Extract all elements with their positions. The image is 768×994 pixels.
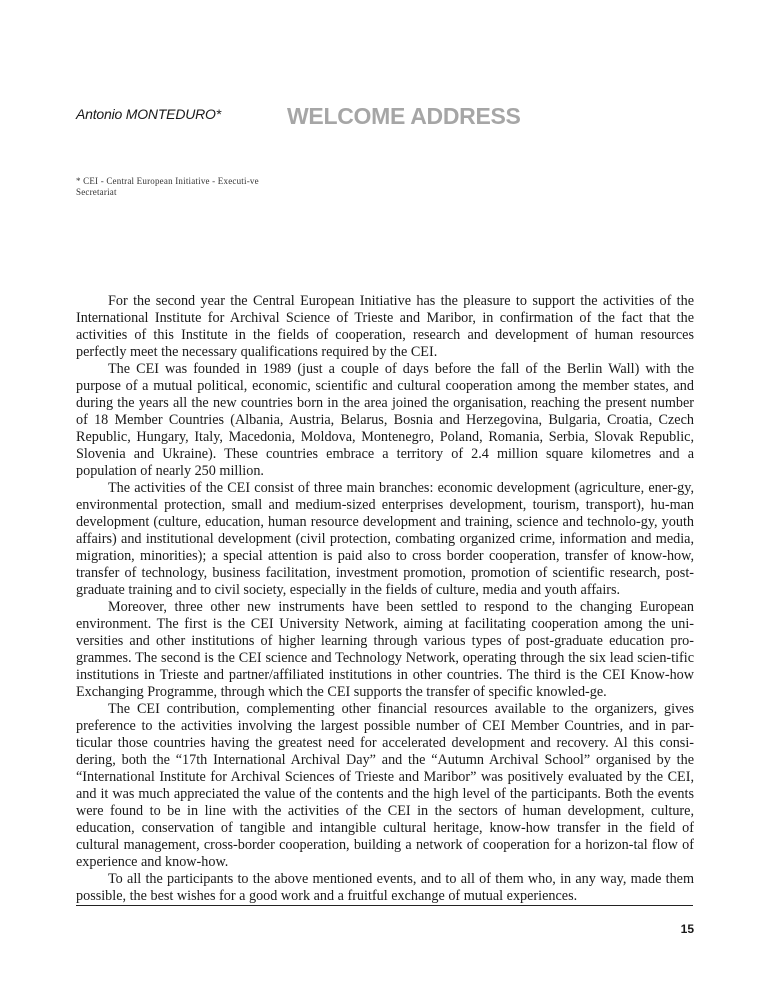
paragraph-5: The CEI contribution, complementing other financial resources available to the organizers, gives preference to the activities involving the largest possible number of CEI Member Countries, and in par-ticular those countries having the greatest need for accelerated development and recovery. Al this consi-dering, both the “17th International Archival Day” and the “Autumn Archival School” organised by the “International Institute for Archival Sciences of Trieste and Maribor” was positively evaluated by the CEI, and it was much appreciated the value of the contents and the high level of the participants. Both the events were found to be in line with the activities of the CEI in the sectors of human development, culture, education, conservation of tangible and intangible cultural heritage, know-how transfer in the field of cultural management, cross-border cooperation, building a network of cooperation for a horizon-tal flow of experience and know-how. [76, 701, 694, 870]
article-body [76, 293, 694, 905]
page-number: 15 [680, 922, 694, 936]
paragraph-1: For the second year the Central European Initiative has the pleasure to support the activities of the International Institute for Archival Science of Trieste and Maribor, in confirmation of the fact that the activities of this Institute in the fields of cooperation, research and development of human resources perfectly meet the necessary qualifications required by the CEI. [76, 293, 694, 360]
paragraph-2: The CEI was founded in 1989 (just a couple of days before the fall of the Berlin Wall) with the purpose of a mutual political, economic, scientific and cultural cooperation among the member states, and during the years all the new countries born in the area joined the organisation, reaching the present number of 18 Member Countries (Albania, Austria, Belarus, Bosnia and Herzegovina, Bulgaria, Croatia, Czech Republic, Hungary, Italy, Macedonia, Moldova, Montenegro, Poland, Romania, Serbia, Slovak Republic, Slovenia and Ukraine). These countries embrace a territory of 2.4 million square kilometres and a population of nearly 250 million. [76, 361, 694, 479]
paragraph-6: To all the participants to the above mentioned events, and to all of them who, in any way, made them possible, the best wishes for a good work and a fruitful exchange of mutual experiences. [76, 871, 694, 904]
author-footnote: * CEI - Central European Initiative - Executi-ve Secretariat [76, 176, 259, 197]
author-name: Antonio MONTEDURO* [76, 106, 221, 122]
paragraph-3: The activities of the CEI consist of three main branches: economic development (agriculture, ener-gy, environmental protection, small and medium-sized enterprises development, tourism, transport), hu-man development (culture, education, human resource development and training, science and technolo-gy, youth affairs) and institutional development (civil protection, combating organized crime, information and media, migration, minorities); a special attention is paid also to cross border cooperation, transfer of know-how, transfer of technology, business facilitation, investment promotion, promotion of scientific research, post-graduate training and to civil society, especially in the fields of culture, media and youth affairs. [76, 480, 694, 598]
paragraph-4: Moreover, three other new instruments have been settled to respond to the changing European environment. The first is the CEI University Network, aiming at facilitating cooperation among the uni-versities and other institutions of higher learning through various types of post-graduate education pro-grammes. The second is the CEI science and Technology Network, operating through the six lead scien-tific institutions in Trieste and partner/affiliated institutions in other countries. The third is the CEI Know-how Exchanging Programme, through which the CEI supports the transfer of specific knowled-ge. [76, 599, 694, 700]
footer-divider [76, 905, 693, 906]
page-title: WELCOME ADDRESS [287, 103, 521, 129]
